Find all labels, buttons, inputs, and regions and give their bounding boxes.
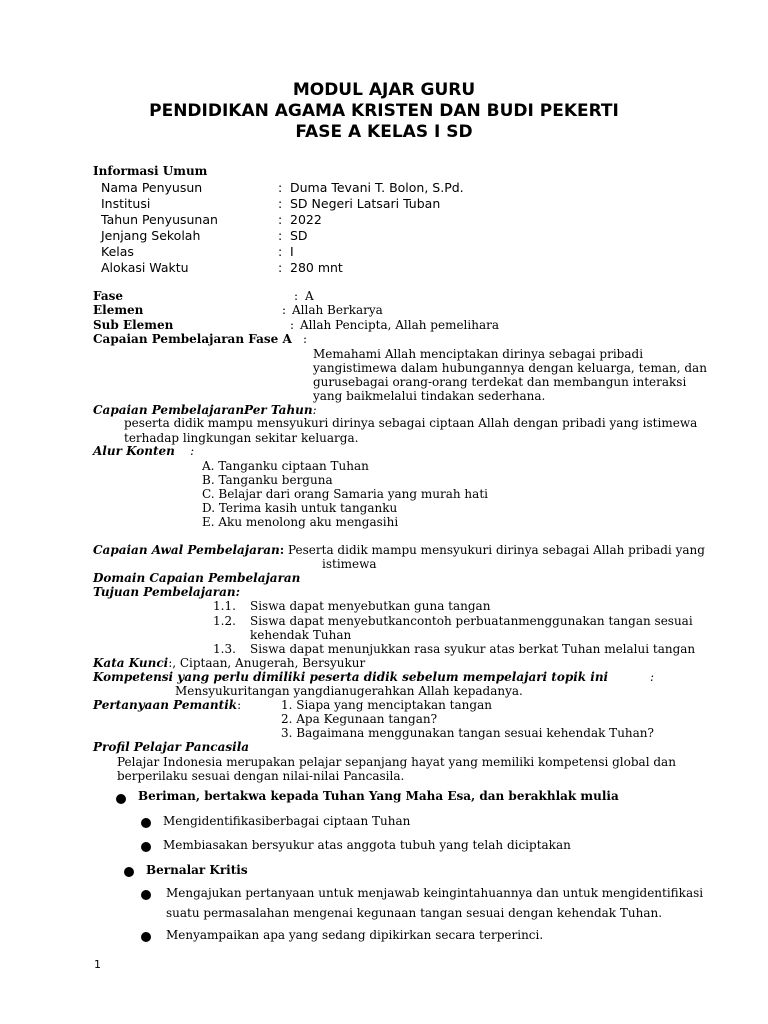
cp-fase-label: Capaian Pembelajaran Fase A bbox=[93, 332, 292, 346]
fase-value: A bbox=[305, 289, 314, 303]
alur-item: A. Tanganku ciptaan Tuhan bbox=[202, 459, 369, 473]
info-colon: : bbox=[278, 228, 283, 243]
page-number: 1 bbox=[94, 958, 101, 971]
domain-label: Domain Capaian Pembelajaran bbox=[93, 571, 301, 585]
info-colon: : bbox=[278, 260, 283, 275]
cp-fase-colon: : bbox=[303, 332, 308, 346]
profil-text-1: Pelajar Indonesia merupakan pelajar sepanjang hayat yang memiliki kompetensi global dan bbox=[117, 755, 676, 769]
tujuan-text: Siswa dapat menunjukkan rasa syukur atas berkat Tuhan melalui tangan bbox=[250, 642, 696, 656]
info-label-kelas: Kelas bbox=[101, 244, 134, 259]
sub-elemen-value: Allah Pencipta, Allah pemelihara bbox=[300, 318, 500, 332]
info-value-nama: Duma Tevani T. Bolon, S.Pd. bbox=[290, 180, 464, 195]
cp-tahun-text-2: terhadap lingkungan sekitar keluarga. bbox=[124, 431, 359, 445]
info-heading: Informasi Umum bbox=[93, 164, 208, 178]
sub-elemen-label: Sub Elemen bbox=[93, 318, 174, 332]
kata-kunci: Kata Kunci:, Ciptaan, Anugerah, Bersyukur bbox=[93, 656, 366, 670]
info-value-kelas: I bbox=[290, 244, 294, 259]
tujuan-text: Siswa dapat menyebutkan guna tangan bbox=[250, 599, 491, 613]
elemen-value: Allah Berkarya bbox=[292, 303, 383, 317]
info-label-nama: Nama Penyusun bbox=[101, 180, 203, 195]
profil-beriman-item: Membiasakan bersyukur atas anggota tubuh yang telah diciptakan bbox=[163, 838, 571, 852]
profil-text-2: berperilaku sesuai dengan nilai-nilai Pancasila. bbox=[117, 769, 405, 783]
cp-awal: Capaian Awal Pembelajaran: Peserta didik mampu mensyukuri dirinya sebagai Allah pribadi yang bbox=[93, 543, 705, 557]
info-colon: : bbox=[278, 196, 283, 211]
bullet-icon bbox=[141, 842, 151, 852]
tujuan-text-continued: kehendak Tuhan bbox=[250, 628, 352, 642]
cp-fase-text-1: Memahami Allah menciptakan dirinya sebagai pribadi bbox=[313, 347, 644, 361]
elemen-label: Elemen bbox=[93, 303, 144, 317]
cp-tahun-label: Capaian PembelajaranPer Tahun: bbox=[93, 403, 317, 417]
bullet-icon bbox=[141, 932, 151, 942]
info-label-tahun: Tahun Penyusunan bbox=[101, 212, 218, 227]
info-value-institusi: SD Negeri Latsari Tuban bbox=[290, 196, 441, 211]
pemantik-item: 3. Bagaimana menggunakan tangan sesuai kehendak Tuhan? bbox=[281, 726, 654, 740]
bullet-icon bbox=[124, 867, 134, 877]
title-line-2: PENDIDIKAN AGAMA KRISTEN DAN BUDI PEKERTI bbox=[149, 101, 619, 121]
cp-fase-text-4: yang baikmelalui tindakan sederhana. bbox=[313, 389, 546, 403]
kompetensi-colon: : bbox=[650, 670, 655, 684]
profil-beriman: Beriman, bertakwa kepada Tuhan Yang Maha Esa, dan berakhlak mulia bbox=[138, 789, 619, 803]
alur-item: B. Tanganku berguna bbox=[202, 473, 333, 487]
profil-label: Profil Pelajar Pancasila bbox=[93, 740, 250, 754]
elemen-colon: : bbox=[282, 303, 287, 317]
profil-bernalar-item-continued: suatu permasalahan mengenai kegunaan tangan sesuai dengan kehendak Tuhan. bbox=[166, 906, 663, 920]
alur-item: E. Aku menolong aku mengasihi bbox=[202, 515, 399, 529]
alur-item: D. Terima kasih untuk tanganku bbox=[202, 501, 398, 515]
bullet-icon bbox=[116, 794, 126, 804]
tujuan-label: Tujuan Pembelajaran: bbox=[93, 585, 241, 599]
sub-elemen-colon: : bbox=[290, 318, 295, 332]
title-line-3: FASE A KELAS I SD bbox=[295, 122, 473, 142]
info-colon: : bbox=[278, 212, 283, 227]
alur-item: C. Belajar dari orang Samaria yang murah hati bbox=[202, 487, 488, 501]
tujuan-num: 1.3. bbox=[213, 642, 236, 656]
fase-colon: : bbox=[294, 289, 299, 303]
info-value-jenjang: SD bbox=[290, 228, 308, 243]
tujuan-num: 1.1. bbox=[213, 599, 236, 613]
pemantik-item: 1. Siapa yang menciptakan tangan bbox=[281, 698, 492, 712]
fase-label: Fase bbox=[93, 289, 124, 303]
alur-konten-label: Alur Konten : bbox=[93, 444, 195, 458]
bullet-icon bbox=[141, 890, 151, 900]
cp-awal-text-2: istimewa bbox=[322, 557, 377, 571]
info-colon: : bbox=[278, 244, 283, 259]
kompetensi-text: Mensyukuritangan yangdianugerahkan Allah kepadanya. bbox=[175, 684, 523, 698]
pemantik-item: 2. Apa Kegunaan tangan? bbox=[281, 712, 438, 726]
kompetensi-label: Kompetensi yang perlu dimiliki peserta didik sebelum mempelajari topik ini bbox=[93, 670, 609, 684]
info-label-alokasi: Alokasi Waktu bbox=[101, 260, 189, 275]
info-value-tahun: 2022 bbox=[290, 212, 322, 227]
cp-fase-text-3: gurusebagai orang-orang terdekat dan membangun interaksi bbox=[313, 375, 687, 389]
profil-bernalar: Bernalar Kritis bbox=[146, 863, 248, 877]
info-label-jenjang: Jenjang Sekolah bbox=[101, 228, 201, 243]
title-line-1: MODUL AJAR GURU bbox=[292, 80, 476, 100]
info-value-alokasi: 280 mnt bbox=[290, 260, 343, 275]
profil-bernalar-item: Menyampaikan apa yang sedang dipikirkan secara terperinci. bbox=[166, 928, 544, 942]
bullet-icon bbox=[141, 818, 151, 828]
tujuan-text: Siswa dapat menyebutkancontoh perbuatanmenggunakan tangan sesuai bbox=[250, 614, 693, 628]
info-colon: : bbox=[278, 180, 283, 195]
tujuan-num: 1.2. bbox=[213, 614, 236, 628]
info-label-institusi: Institusi bbox=[101, 196, 151, 211]
profil-bernalar-item: Mengajukan pertanyaan untuk menjawab keingintahuannya dan untuk mengidentifikasi bbox=[166, 886, 704, 900]
profil-beriman-item: Mengidentifikasiberbagai ciptaan Tuhan bbox=[163, 814, 411, 828]
cp-tahun-text-1: peserta didik mampu mensyukuri dirinya sebagai ciptaan Allah dengan pribadi yang istimewa bbox=[124, 416, 698, 430]
pemantik-label: Pertanyaan Pemantik: bbox=[93, 698, 242, 712]
cp-fase-text-2: yangistimewa dalam hubungannya dengan keluarga, teman, dan bbox=[313, 361, 707, 375]
